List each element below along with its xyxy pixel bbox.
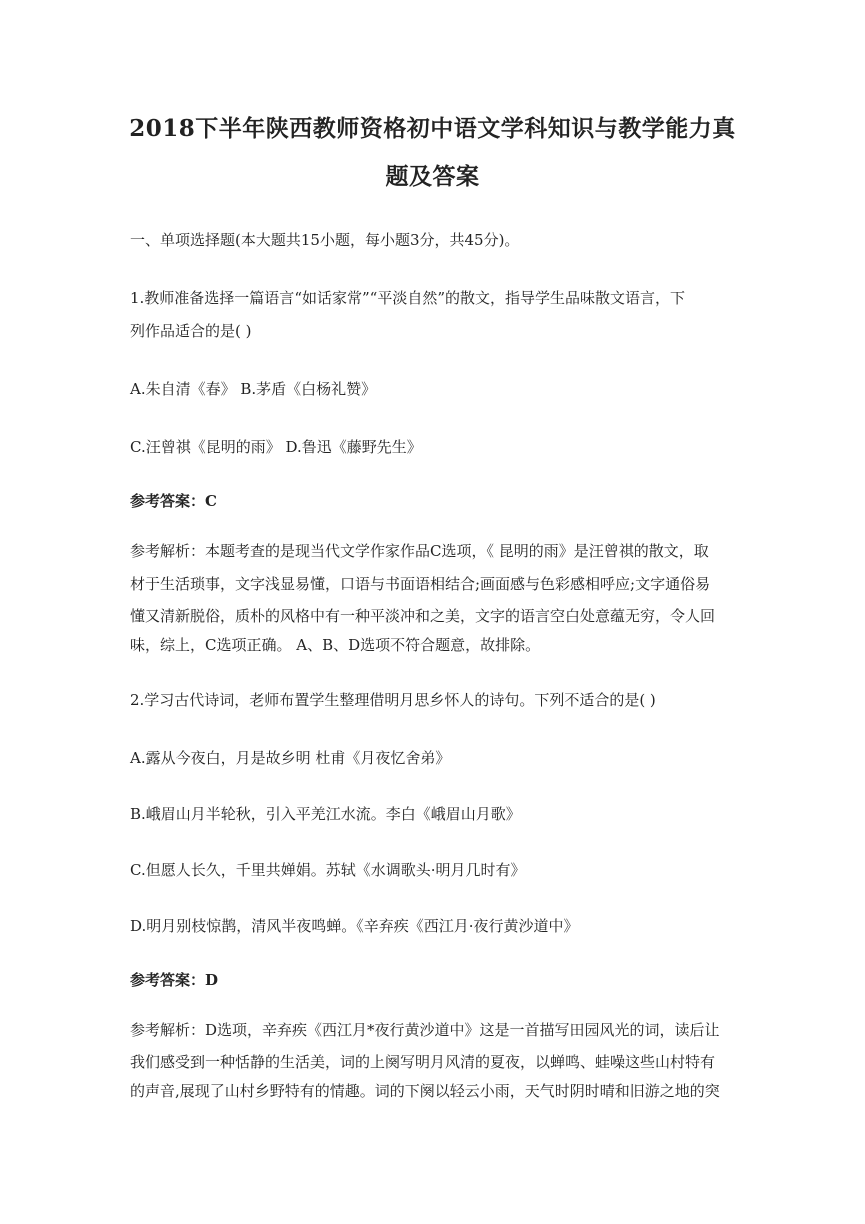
q1-analysis-line-2: 材于生活琐事，文字浅显易懂，口语与书面语相结合;画面感与色彩感相呼应;文字通俗易 [130, 575, 711, 593]
q1-answer: 参考答案：C [130, 492, 217, 510]
q1-stem-line-2: 列作品适合的是( ) [130, 322, 252, 340]
q1-analysis-line-3: 懂又清新脱俗，质朴的风格中有一种平淡冲和之美，文字的语言空白处意蕴无穷，令人回 [130, 607, 716, 625]
q2-analysis-line-2: 我们感受到一种恬静的生活美，词的上阕写明月风清的夏夜，以蝉鸣、蛙噪这些山村特有 [130, 1053, 716, 1071]
q2-stem: 2.学习古代诗词，老师布置学生整理借明月思乡怀人的诗句。下列不适合的是( ) [130, 691, 656, 709]
q2-answer: 参考答案：D [130, 971, 219, 989]
q1-analysis-line-4: 味，综上，C选项正确。 A、B、D选项不符合题意，故排除。 [130, 636, 541, 654]
q1-stem-line-1: 1.教师准备选择一篇语言“如话家常”“平淡自然”的散文，指导学生品味散文语言，下 [130, 289, 685, 307]
q2-analysis-line-3: 的声音,展现了山村乡野特有的情趣。词的下阕以轻云小雨，天气时阴时晴和旧游之地的突 [130, 1082, 720, 1100]
q1-options-ab: A.朱自清《春》 B.茅盾《白杨礼赞》 [130, 380, 377, 398]
q1-options-cd: C.汪曾祺《昆明的雨》 D.鲁迅《藤野先生》 [130, 438, 422, 456]
title-line-1: 2018下半年陕西教师资格初中语文学科知识与教学能力真 [129, 115, 736, 142]
section-heading: 一、单项选择题(本大题共15小题，每小题3分，共45分)。 [130, 231, 520, 249]
q1-analysis-line-1: 参考解析：本题考查的是现当代文学作家作品C选项，《 昆明的雨》是汪曾祺的散文，取 [130, 542, 709, 560]
q2-option-b: B.峨眉山月半轮秋，引入平羌江水流。李白《峨眉山月歌》 [130, 805, 521, 823]
q2-option-a: A.露从今夜白，月是故乡明 杜甫《月夜忆舍弟》 [130, 749, 451, 767]
title-line-2: 题及答案 [385, 163, 480, 190]
q2-analysis-line-1: 参考解析：D选项，辛弃疾《西江月*夜行黄沙道中》这是一首描写田园风光的词，读后让 [130, 1021, 720, 1039]
document-title [120, 105, 745, 201]
q2-option-c: C.但愿人长久，千里共婵娟。苏轼《水调歌头·明月几时有》 [130, 861, 526, 879]
q2-option-d: D.明月别枝惊鹊，清风半夜鸣蝉。《辛弃疾《西江月·夜行黄沙道中》 [130, 917, 579, 935]
